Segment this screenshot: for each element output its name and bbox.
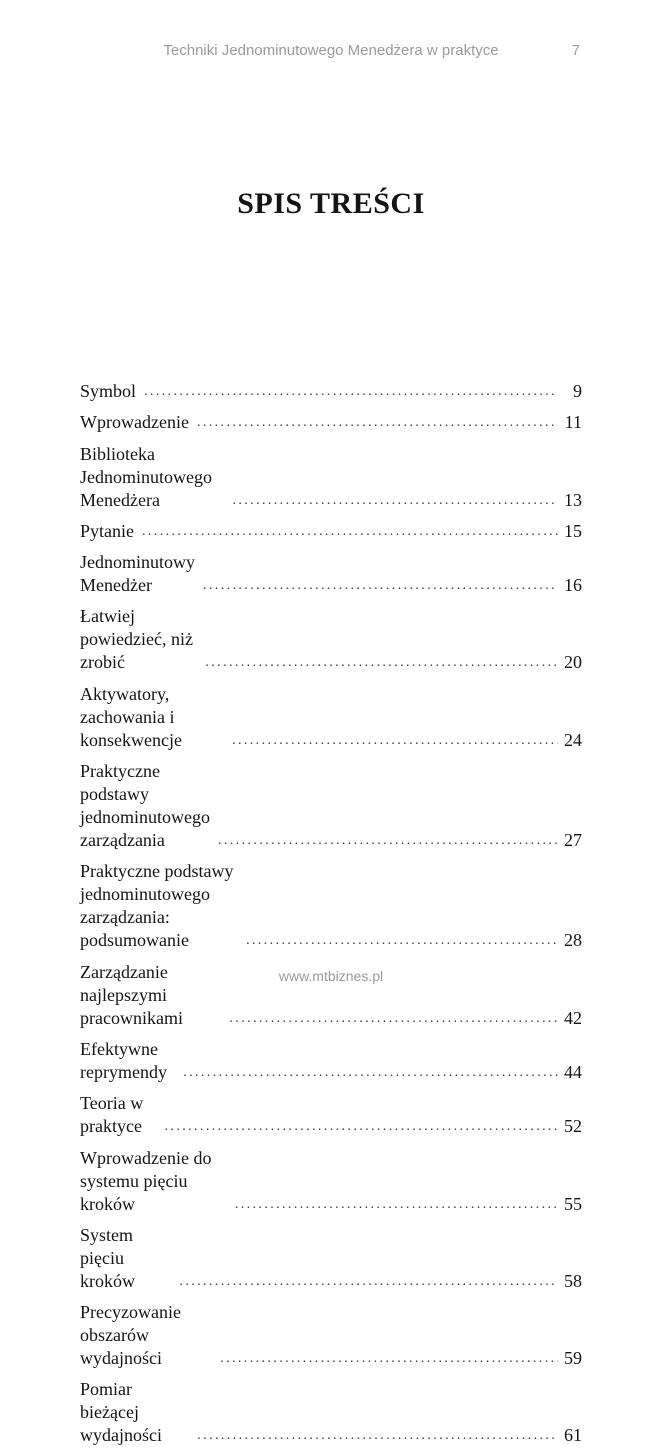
toc-entry-title-line: Wprowadzenie do systemu pięciu kroków <box>80 1147 212 1214</box>
footer-url: www.mtbiznes.pl <box>278 968 384 984</box>
toc-entry-title-line: Symbol <box>80 381 137 401</box>
toc-entry[interactable] <box>80 551 582 597</box>
toc-entry[interactable] <box>80 443 582 512</box>
running-header <box>0 42 662 62</box>
toc-entry-page: 59 <box>564 1348 582 1369</box>
toc-entry[interactable] <box>80 411 582 434</box>
dot-leader <box>232 489 558 512</box>
toc-entry-title <box>80 443 224 512</box>
toc-entry-title-line: Pytanie <box>80 520 134 541</box>
toc-entry[interactable] <box>80 860 582 952</box>
toc-entry-title-line: jednominutowego zarządzania: podsumowanie <box>80 884 210 951</box>
toc-entry-title <box>80 411 189 434</box>
toc-entry-page: 61 <box>564 1425 582 1446</box>
toc-entry-page: 13 <box>564 489 582 510</box>
toc-entry-page: 24 <box>564 729 582 750</box>
toc-entry-page: 58 <box>564 1270 582 1291</box>
toc-entry[interactable] <box>80 1378 582 1447</box>
toc-entry-title <box>80 860 238 952</box>
toc-entry-page: 52 <box>564 1116 582 1137</box>
toc-entry-title <box>80 1147 227 1216</box>
toc-entry-page: 16 <box>564 575 582 596</box>
toc-entry-title <box>80 760 210 852</box>
toc-entry-title <box>80 683 224 752</box>
toc-entry-title-line: System pięciu kroków <box>80 1224 135 1291</box>
toc-entry-page: 27 <box>564 830 582 851</box>
toc-entry[interactable] <box>80 520 582 543</box>
toc-entry-title-line: Jednominutowy Menedżer <box>80 552 195 596</box>
toc-entry-page: 42 <box>564 1007 582 1028</box>
toc-entry-title-line: Pomiar bieżącej wydajności <box>80 1379 162 1446</box>
dot-leader <box>203 574 558 597</box>
dot-leader <box>179 1270 558 1293</box>
dot-leader <box>183 1061 558 1084</box>
dot-leader <box>232 729 558 752</box>
toc-entry-title <box>80 1038 175 1084</box>
toc-entry-title-line: Efektywne reprymendy <box>80 1038 167 1082</box>
toc-entry-title <box>80 1378 189 1447</box>
page-title: SPIS TREŚCI <box>237 187 425 220</box>
dot-leader <box>205 651 558 674</box>
toc-entry-page: 9 <box>573 381 582 401</box>
toc-entry-page: 44 <box>564 1061 582 1082</box>
dot-leader <box>235 1193 558 1216</box>
toc-entry-page: 15 <box>564 520 582 541</box>
toc-entry-page: 55 <box>564 1193 582 1214</box>
toc-entry-title <box>80 380 136 403</box>
toc-entry-page: 28 <box>564 930 582 951</box>
toc-entry-title-line: Wprowadzenie <box>80 412 189 433</box>
toc-entry-title-line: Praktyczne podstawy <box>80 761 160 805</box>
dot-leader <box>218 829 558 852</box>
dot-leader <box>197 1424 558 1447</box>
dot-leader <box>165 1115 558 1138</box>
dot-leader <box>197 411 558 434</box>
toc-entry-title-line: Biblioteka Jednominutowego Menedżera <box>80 443 212 510</box>
toc-entry-title <box>80 605 197 674</box>
toc-entry-title-line: Precyzowanie obszarów wydajności <box>80 1302 181 1369</box>
dot-leader <box>220 1347 558 1370</box>
toc-entry-title <box>80 1224 171 1293</box>
page-number: 7 <box>571 42 580 59</box>
toc-entry[interactable] <box>80 1092 582 1138</box>
toc-entry[interactable] <box>80 760 582 852</box>
toc-entry-title <box>80 551 195 597</box>
toc-entry[interactable] <box>80 1301 582 1370</box>
toc-entry[interactable] <box>80 605 582 674</box>
toc-entry-title-line: jednominutowego zarządzania <box>80 807 210 851</box>
table-of-contents <box>80 380 582 1456</box>
toc-entry[interactable] <box>80 380 582 403</box>
toc-entry-title <box>80 1301 212 1370</box>
toc-entry-page: 11 <box>564 412 582 433</box>
toc-entry-title <box>80 1092 157 1138</box>
toc-entry[interactable] <box>80 1147 582 1216</box>
toc-entry[interactable] <box>80 683 582 752</box>
toc-entry-title-line: Teoria w praktyce <box>80 1093 144 1137</box>
dot-leader <box>144 380 558 403</box>
toc-entry-page: 20 <box>564 652 582 673</box>
dot-leader <box>142 520 558 543</box>
book-title: Techniki Jednominutowego Menedżera w praktyce <box>163 42 499 59</box>
toc-entry-title-line: Praktyczne podstawy <box>80 861 234 882</box>
toc-entry-title-line: Aktywatory, zachowania i konsekwencje <box>80 683 182 750</box>
toc-entry-title-line: Zarządzanie najlepszymi pracownikami <box>80 961 183 1028</box>
toc-entry-title <box>80 520 134 543</box>
toc-entry[interactable] <box>80 1038 582 1084</box>
toc-entry-title-line: Łatwiej powiedzieć, niż zrobić <box>80 606 193 673</box>
dot-leader <box>229 1007 558 1030</box>
toc-entry[interactable] <box>80 1224 582 1293</box>
dot-leader <box>246 929 558 952</box>
